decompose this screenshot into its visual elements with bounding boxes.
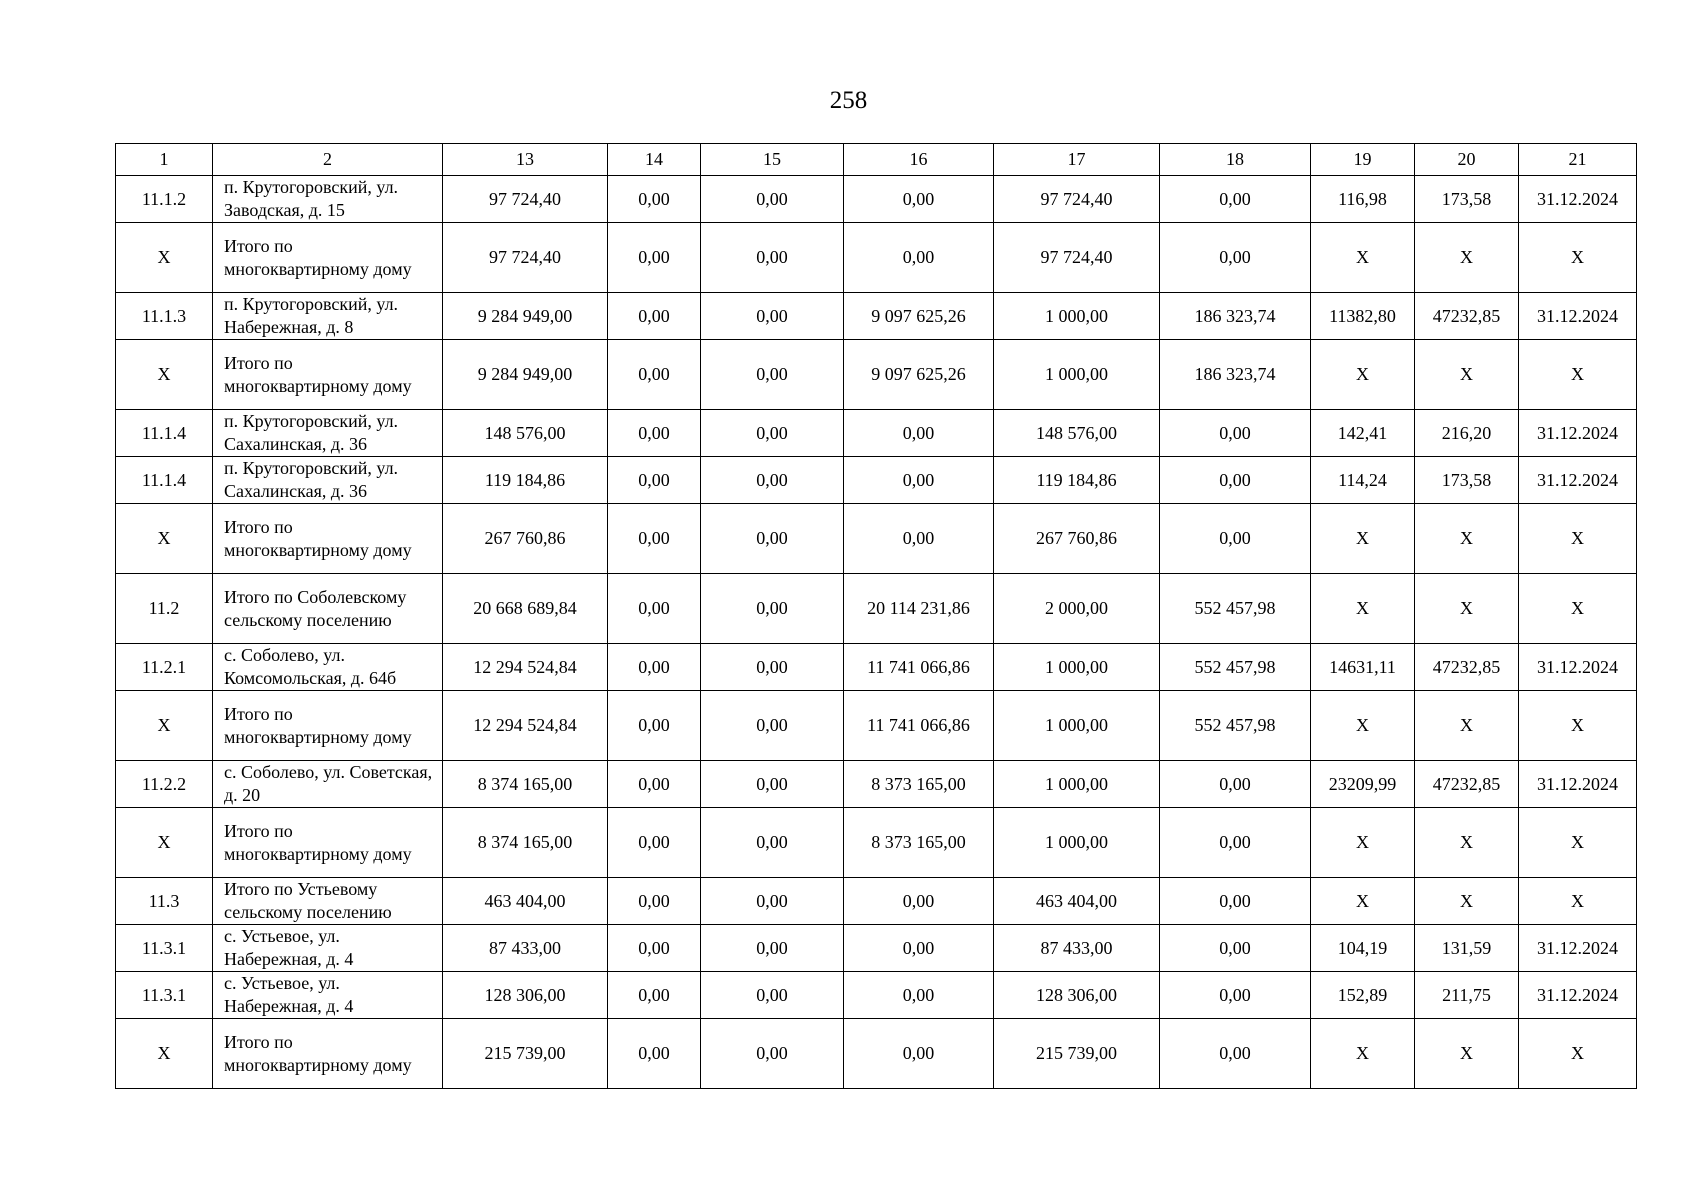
- cell-col-18: 186 323,74: [1160, 340, 1311, 410]
- table-body: [116, 176, 1637, 1089]
- table-row: [116, 691, 1637, 761]
- cell-col-19: 152,89: [1311, 972, 1415, 1019]
- cell-col-2: Итого по многоквартирному дому: [213, 808, 443, 878]
- cell-col-16: 8 373 165,00: [844, 761, 994, 808]
- cell-col-18: 0,00: [1160, 925, 1311, 972]
- cell-col-14: 0,00: [608, 691, 701, 761]
- cell-col-14: 0,00: [608, 644, 701, 691]
- column-header-15: 15: [701, 144, 844, 176]
- cell-col-15: 0,00: [701, 808, 844, 878]
- cell-col-19: 23209,99: [1311, 761, 1415, 808]
- cell-col-1: X: [116, 223, 213, 293]
- cell-col-16: 9 097 625,26: [844, 293, 994, 340]
- cell-col-18: 552 457,98: [1160, 644, 1311, 691]
- cell-col-21: X: [1519, 574, 1637, 644]
- cell-col-1: 11.3.1: [116, 972, 213, 1019]
- cell-col-20: X: [1415, 223, 1519, 293]
- cell-col-16: 8 373 165,00: [844, 808, 994, 878]
- cell-col-16: 0,00: [844, 457, 994, 504]
- cell-col-16: 0,00: [844, 223, 994, 293]
- cell-col-2: с. Соболево, ул. Комсомольская, д. 64б: [213, 644, 443, 691]
- cell-col-15: 0,00: [701, 761, 844, 808]
- cell-col-16: 0,00: [844, 1019, 994, 1089]
- table-row: [116, 457, 1637, 504]
- cell-col-16: 11 741 066,86: [844, 691, 994, 761]
- table-header-row: [116, 144, 1637, 176]
- cell-col-14: 0,00: [608, 972, 701, 1019]
- cell-col-17: 267 760,86: [994, 504, 1160, 574]
- cell-col-15: 0,00: [701, 504, 844, 574]
- cell-col-19: 11382,80: [1311, 293, 1415, 340]
- cell-col-2: Итого по Соболевскому сельскому поселению: [213, 574, 443, 644]
- cell-col-21: 31.12.2024: [1519, 972, 1637, 1019]
- cell-col-15: 0,00: [701, 1019, 844, 1089]
- cell-col-18: 552 457,98: [1160, 691, 1311, 761]
- cell-col-20: 173,58: [1415, 176, 1519, 223]
- cell-col-13: 87 433,00: [443, 925, 608, 972]
- cell-col-16: 0,00: [844, 878, 994, 925]
- cell-col-20: X: [1415, 878, 1519, 925]
- cell-col-17: 1 000,00: [994, 761, 1160, 808]
- cell-col-13: 119 184,86: [443, 457, 608, 504]
- cell-col-2: п. Крутогоровский, ул. Набережная, д. 8: [213, 293, 443, 340]
- column-header-14: 14: [608, 144, 701, 176]
- cell-col-21: X: [1519, 691, 1637, 761]
- cell-col-13: 8 374 165,00: [443, 761, 608, 808]
- cell-col-16: 0,00: [844, 410, 994, 457]
- cell-col-15: 0,00: [701, 644, 844, 691]
- cell-col-1: 11.1.4: [116, 410, 213, 457]
- cell-col-1: 11.2.1: [116, 644, 213, 691]
- cell-col-17: 148 576,00: [994, 410, 1160, 457]
- column-header-17: 17: [994, 144, 1160, 176]
- cell-col-14: 0,00: [608, 223, 701, 293]
- cell-col-15: 0,00: [701, 223, 844, 293]
- cell-col-18: 0,00: [1160, 410, 1311, 457]
- cell-col-19: 142,41: [1311, 410, 1415, 457]
- cell-col-20: 173,58: [1415, 457, 1519, 504]
- cell-col-20: X: [1415, 574, 1519, 644]
- cell-col-16: 0,00: [844, 504, 994, 574]
- cell-col-20: X: [1415, 340, 1519, 410]
- table-row: [116, 340, 1637, 410]
- cell-col-21: 31.12.2024: [1519, 293, 1637, 340]
- table-row: [116, 223, 1637, 293]
- cell-col-13: 148 576,00: [443, 410, 608, 457]
- cell-col-2: с. Соболево, ул. Советская, д. 20: [213, 761, 443, 808]
- cell-col-15: 0,00: [701, 293, 844, 340]
- table-row: [116, 878, 1637, 925]
- cell-col-17: 97 724,40: [994, 176, 1160, 223]
- cell-col-21: 31.12.2024: [1519, 761, 1637, 808]
- cell-col-21: 31.12.2024: [1519, 644, 1637, 691]
- cell-col-2: с. Устьевое, ул. Набережная, д. 4: [213, 925, 443, 972]
- cell-col-17: 1 000,00: [994, 293, 1160, 340]
- cell-col-13: 12 294 524,84: [443, 691, 608, 761]
- cell-col-17: 97 724,40: [994, 223, 1160, 293]
- cell-col-17: 1 000,00: [994, 340, 1160, 410]
- cell-col-19: 116,98: [1311, 176, 1415, 223]
- cell-col-13: 267 760,86: [443, 504, 608, 574]
- table-row: [116, 808, 1637, 878]
- cell-col-19: X: [1311, 1019, 1415, 1089]
- cell-col-15: 0,00: [701, 691, 844, 761]
- cell-col-18: 0,00: [1160, 223, 1311, 293]
- cell-col-2: Итого по многоквартирному дому: [213, 340, 443, 410]
- cell-col-15: 0,00: [701, 925, 844, 972]
- cell-col-19: X: [1311, 223, 1415, 293]
- cell-col-21: X: [1519, 223, 1637, 293]
- page-number: 258: [829, 87, 868, 114]
- cell-col-20: X: [1415, 808, 1519, 878]
- cell-col-20: 47232,85: [1415, 293, 1519, 340]
- cell-col-20: X: [1415, 504, 1519, 574]
- cell-col-18: 0,00: [1160, 761, 1311, 808]
- cell-col-2: с. Устьевое, ул. Набережная, д. 4: [213, 972, 443, 1019]
- column-header-16: 16: [844, 144, 994, 176]
- cell-col-18: 0,00: [1160, 878, 1311, 925]
- cell-col-14: 0,00: [608, 340, 701, 410]
- cell-col-21: 31.12.2024: [1519, 410, 1637, 457]
- cell-col-1: 11.1.2: [116, 176, 213, 223]
- cell-col-2: Итого по многоквартирному дому: [213, 1019, 443, 1089]
- cell-col-19: X: [1311, 808, 1415, 878]
- cell-col-19: X: [1311, 340, 1415, 410]
- cell-col-1: 11.2.2: [116, 761, 213, 808]
- cell-col-21: X: [1519, 504, 1637, 574]
- cell-col-20: 216,20: [1415, 410, 1519, 457]
- cell-col-13: 9 284 949,00: [443, 340, 608, 410]
- cell-col-15: 0,00: [701, 878, 844, 925]
- cell-col-14: 0,00: [608, 293, 701, 340]
- cell-col-2: п. Крутогоровский, ул. Сахалинская, д. 36: [213, 457, 443, 504]
- table-row: [116, 644, 1637, 691]
- cell-col-14: 0,00: [608, 761, 701, 808]
- cell-col-14: 0,00: [608, 925, 701, 972]
- cell-col-20: 47232,85: [1415, 644, 1519, 691]
- cell-col-20: X: [1415, 691, 1519, 761]
- cell-col-2: Итого по Устьевому сельскому поселению: [213, 878, 443, 925]
- cell-col-17: 2 000,00: [994, 574, 1160, 644]
- cell-col-14: 0,00: [608, 176, 701, 223]
- table-row: [116, 972, 1637, 1019]
- cell-col-1: 11.1.4: [116, 457, 213, 504]
- cell-col-21: 31.12.2024: [1519, 457, 1637, 504]
- cell-col-15: 0,00: [701, 972, 844, 1019]
- cell-col-16: 20 114 231,86: [844, 574, 994, 644]
- cell-col-19: 14631,11: [1311, 644, 1415, 691]
- cell-col-21: X: [1519, 340, 1637, 410]
- cell-col-19: X: [1311, 691, 1415, 761]
- cell-col-18: 0,00: [1160, 808, 1311, 878]
- cell-col-16: 0,00: [844, 925, 994, 972]
- cell-col-18: 186 323,74: [1160, 293, 1311, 340]
- cell-col-2: п. Крутогоровский, ул. Заводская, д. 15: [213, 176, 443, 223]
- cell-col-17: 128 306,00: [994, 972, 1160, 1019]
- table-row: [116, 1019, 1637, 1089]
- column-header-21: 21: [1519, 144, 1637, 176]
- column-header-18: 18: [1160, 144, 1311, 176]
- cell-col-19: X: [1311, 574, 1415, 644]
- cell-col-1: X: [116, 808, 213, 878]
- cell-col-18: 552 457,98: [1160, 574, 1311, 644]
- cell-col-15: 0,00: [701, 340, 844, 410]
- cell-col-1: 11.1.3: [116, 293, 213, 340]
- cell-col-20: 47232,85: [1415, 761, 1519, 808]
- cell-col-13: 12 294 524,84: [443, 644, 608, 691]
- cell-col-19: 104,19: [1311, 925, 1415, 972]
- cell-col-19: X: [1311, 878, 1415, 925]
- cell-col-13: 128 306,00: [443, 972, 608, 1019]
- cell-col-20: X: [1415, 1019, 1519, 1089]
- cell-col-2: Итого по многоквартирному дому: [213, 223, 443, 293]
- cell-col-16: 0,00: [844, 176, 994, 223]
- cell-col-17: 119 184,86: [994, 457, 1160, 504]
- column-header-13: 13: [443, 144, 608, 176]
- cell-col-17: 1 000,00: [994, 644, 1160, 691]
- table-row: [116, 925, 1637, 972]
- cell-col-1: X: [116, 504, 213, 574]
- cell-col-2: Итого по многоквартирному дому: [213, 691, 443, 761]
- cell-col-18: 0,00: [1160, 176, 1311, 223]
- cell-col-21: X: [1519, 878, 1637, 925]
- cell-col-18: 0,00: [1160, 504, 1311, 574]
- cell-col-21: 31.12.2024: [1519, 925, 1637, 972]
- cell-col-17: 1 000,00: [994, 808, 1160, 878]
- cell-col-13: 97 724,40: [443, 176, 608, 223]
- cell-col-13: 20 668 689,84: [443, 574, 608, 644]
- cell-col-14: 0,00: [608, 410, 701, 457]
- cell-col-13: 97 724,40: [443, 223, 608, 293]
- cell-col-15: 0,00: [701, 176, 844, 223]
- cell-col-14: 0,00: [608, 457, 701, 504]
- table-row: [116, 176, 1637, 223]
- cell-col-17: 215 739,00: [994, 1019, 1160, 1089]
- cell-col-21: X: [1519, 808, 1637, 878]
- cell-col-14: 0,00: [608, 504, 701, 574]
- column-header-2: 2: [213, 144, 443, 176]
- cell-col-16: 0,00: [844, 972, 994, 1019]
- cell-col-14: 0,00: [608, 1019, 701, 1089]
- cell-col-13: 463 404,00: [443, 878, 608, 925]
- cell-col-15: 0,00: [701, 457, 844, 504]
- column-header-19: 19: [1311, 144, 1415, 176]
- cell-col-1: X: [116, 1019, 213, 1089]
- cell-col-15: 0,00: [701, 410, 844, 457]
- cell-col-14: 0,00: [608, 574, 701, 644]
- cell-col-1: X: [116, 340, 213, 410]
- table-row: [116, 574, 1637, 644]
- cell-col-18: 0,00: [1160, 972, 1311, 1019]
- cell-col-2: Итого по многоквартирному дому: [213, 504, 443, 574]
- column-header-1: 1: [116, 144, 213, 176]
- cell-col-13: 8 374 165,00: [443, 808, 608, 878]
- cell-col-2: п. Крутогоровский, ул. Сахалинская, д. 36: [213, 410, 443, 457]
- cell-col-1: X: [116, 691, 213, 761]
- cell-col-20: 131,59: [1415, 925, 1519, 972]
- cell-col-18: 0,00: [1160, 457, 1311, 504]
- data-table: [115, 143, 1637, 1089]
- cell-col-21: 31.12.2024: [1519, 176, 1637, 223]
- cell-col-21: X: [1519, 1019, 1637, 1089]
- cell-col-17: 1 000,00: [994, 691, 1160, 761]
- cell-col-20: 211,75: [1415, 972, 1519, 1019]
- cell-col-18: 0,00: [1160, 1019, 1311, 1089]
- table-row: [116, 504, 1637, 574]
- cell-col-16: 9 097 625,26: [844, 340, 994, 410]
- cell-col-17: 87 433,00: [994, 925, 1160, 972]
- cell-col-1: 11.3.1: [116, 925, 213, 972]
- table-row: [116, 293, 1637, 340]
- cell-col-16: 11 741 066,86: [844, 644, 994, 691]
- cell-col-15: 0,00: [701, 574, 844, 644]
- table-row: [116, 410, 1637, 457]
- cell-col-1: 11.2: [116, 574, 213, 644]
- cell-col-17: 463 404,00: [994, 878, 1160, 925]
- table-row: [116, 761, 1637, 808]
- cell-col-14: 0,00: [608, 878, 701, 925]
- cell-col-1: 11.3: [116, 878, 213, 925]
- cell-col-19: 114,24: [1311, 457, 1415, 504]
- cell-col-13: 9 284 949,00: [443, 293, 608, 340]
- cell-col-13: 215 739,00: [443, 1019, 608, 1089]
- column-header-20: 20: [1415, 144, 1519, 176]
- cell-col-14: 0,00: [608, 808, 701, 878]
- cell-col-19: X: [1311, 504, 1415, 574]
